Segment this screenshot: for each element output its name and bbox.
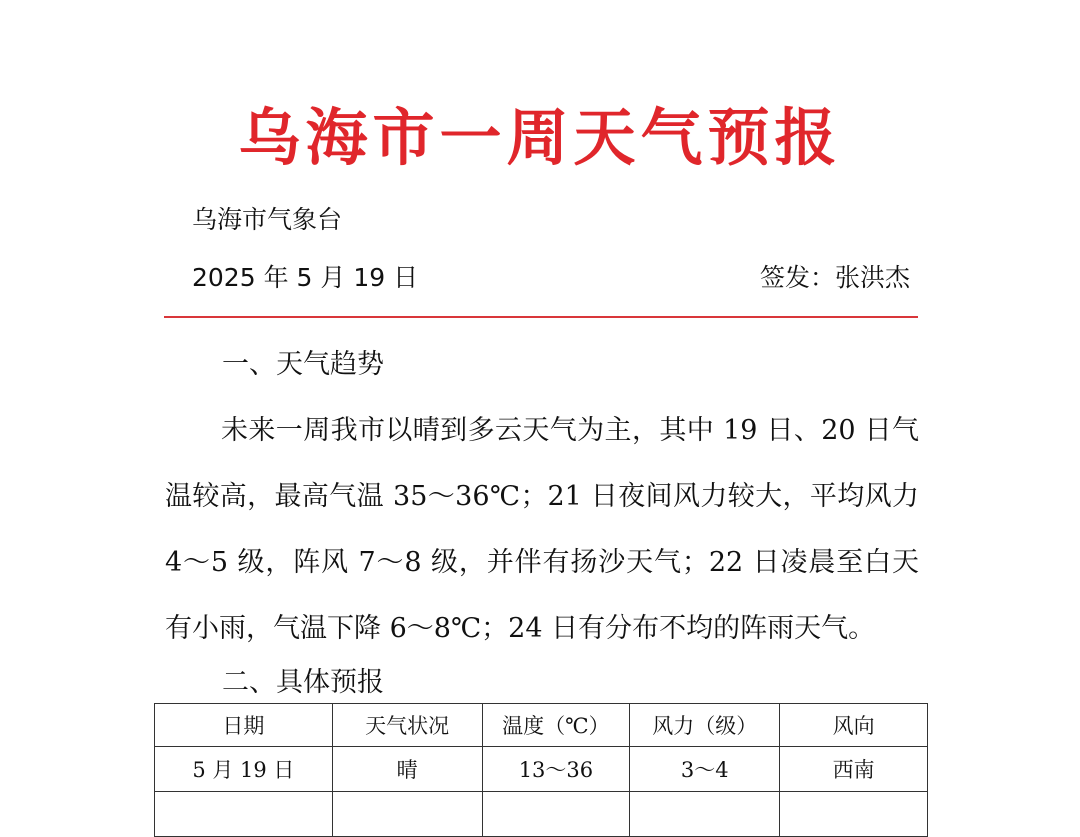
header-weather: 天气状况 xyxy=(332,704,482,747)
issuer-name: 乌海市气象台 xyxy=(192,205,343,234)
issue-date: 2025 年 5 月 19 日 xyxy=(192,263,419,292)
cell-date: 5 月 19 日 xyxy=(155,747,333,792)
signed-by: 签发：张洪杰 xyxy=(759,263,910,292)
cell-weather xyxy=(332,792,482,837)
header-wind-direction: 风向 xyxy=(780,704,928,747)
cell-wind-direction: 西南 xyxy=(780,747,928,792)
cell-wind-direction xyxy=(780,792,928,837)
cell-weather: 晴 xyxy=(332,747,482,792)
header-date: 日期 xyxy=(155,704,333,747)
cell-temperature xyxy=(482,792,630,837)
document-title: 乌海市一周天气预报 xyxy=(238,101,842,174)
cell-temperature: 13～36 xyxy=(482,747,630,792)
header-wind-force: 风力（级） xyxy=(630,704,780,747)
trend-paragraph: 未来一周我市以晴到多云天气为主，其中 19 日、20 日气温较高，最高气温 35～36℃；21 日夜间风力较大，平均风力 4～5 级，阵风 7～8 级，并伴有扬沙天气；22 日凌晨至白天有小雨，气温下降 6～8℃；24 日有分布不均的阵雨天气。 xyxy=(165,415,919,644)
cell-wind-force xyxy=(630,792,780,837)
section-heading-trend: 一、天气趋势 xyxy=(222,349,384,380)
forecast-table xyxy=(154,703,928,837)
table-header-row xyxy=(155,704,928,747)
cell-date xyxy=(155,792,333,837)
section-heading-forecast: 二、具体预报 xyxy=(222,667,384,698)
table-row xyxy=(155,792,928,837)
red-divider xyxy=(164,316,918,318)
table-row xyxy=(155,747,928,792)
header-temperature: 温度（℃） xyxy=(482,704,630,747)
cell-wind-force: 3～4 xyxy=(630,747,780,792)
